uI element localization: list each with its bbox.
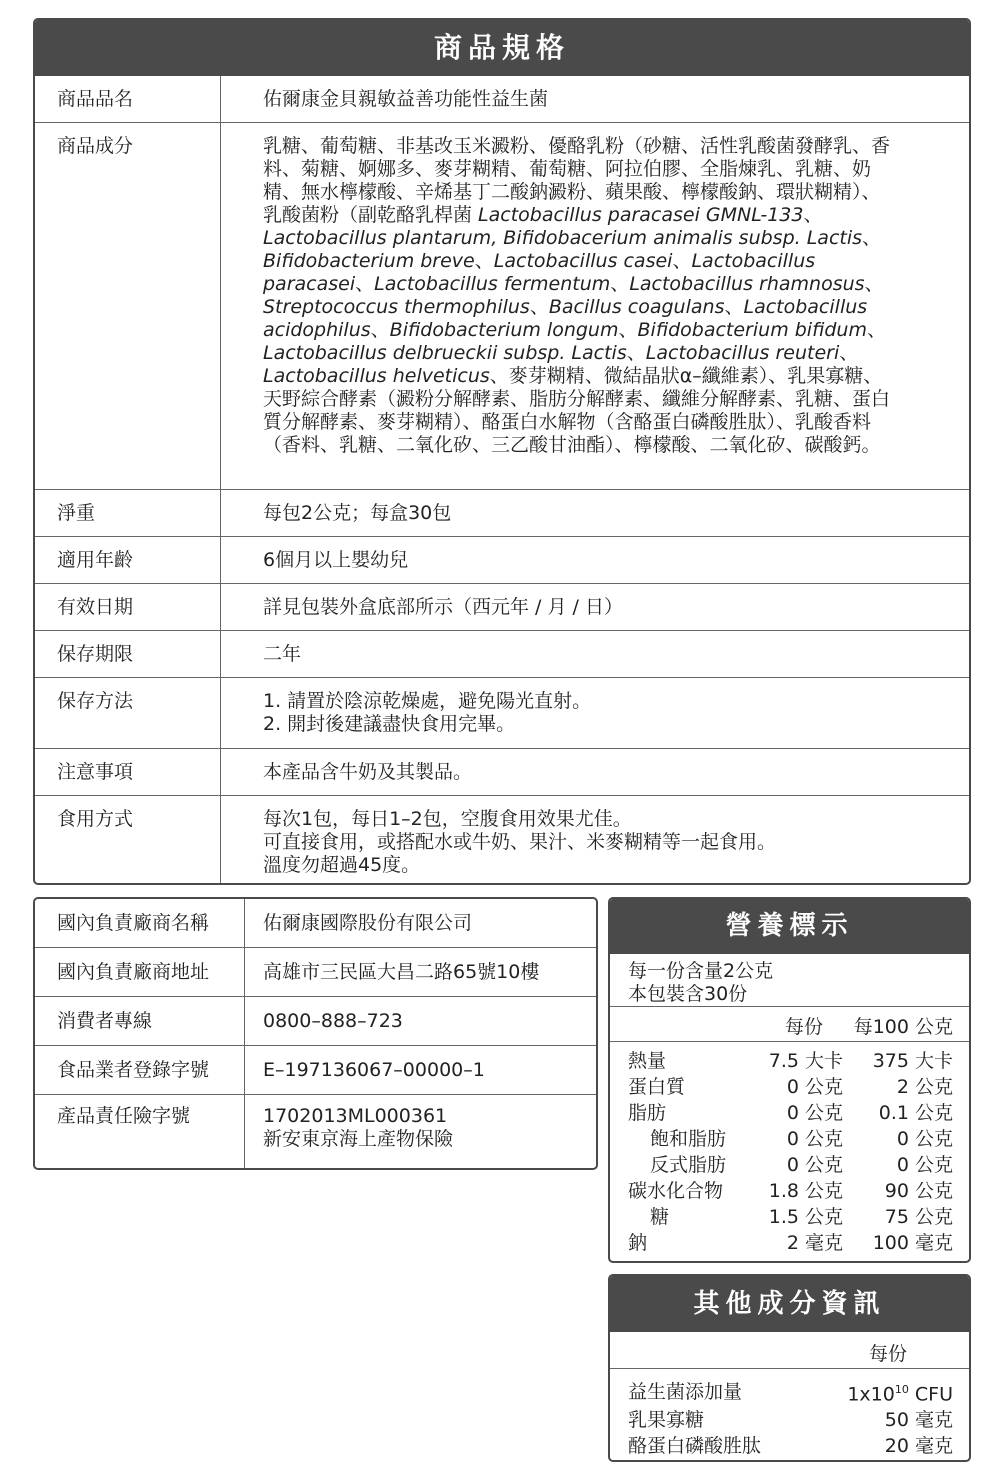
spec-label: 商品品名	[35, 76, 221, 122]
nutrient-per-serving: 0 公克	[786, 1128, 843, 1150]
ingredient-text: 、	[355, 273, 375, 295]
nutrient-per-100g: 75 公克	[884, 1206, 953, 1228]
col-per-serving: 每份	[784, 1016, 823, 1038]
ingredient-text: 乳糖、葡萄糖、非基改玉米澱粉、優酪乳粉（砂糖、活性乳酸菌發酵乳、香料、菊糖、婀娜多、麥芽糊精、葡萄糖、阿拉伯膠、全脂煉乳、乳糖、奶精、無水檸檬酸、辛烯基丁二酸鈉澱粉、蘋果酸、檸檬酸鈉、環狀糊精）、乳酸菌粉（副乾酪乳桿菌	[263, 135, 891, 226]
company-row	[35, 899, 596, 947]
ingredient-latin-name: Lactobacillus delbrueckii subsp. Lactis	[263, 342, 627, 364]
company-value: 高雄市三民區大昌二路65號10樓	[263, 960, 540, 983]
other-columns	[610, 1332, 969, 1369]
nutrient-per-serving: 0 公克	[786, 1076, 843, 1098]
nutrient-per-serving: 1.5 公克	[768, 1206, 843, 1228]
ingredient-latin-name: Bacillus coagulans	[548, 296, 725, 318]
ingredient-text: 、麥芽糊精、微結晶狀α–纖維素）、乳果寡糖、天野綜合酵素（澱粉分解酵素、脂肪分解酵素、纖維分解酵素、乳糖、蛋白質分解酵素、麥芽糊精）、酪蛋白水解物（含酪蛋白磷酸胜肽）、乳酸香料（香料、乳糖、二氧化矽、三乙酸甘油酯）、檸檬酸、二氧化矽、碳酸鈣。	[263, 365, 891, 456]
usage-line: 溫度勿超過45度。	[263, 854, 421, 876]
ingredient-text: 、	[724, 296, 744, 318]
spec-label: 注意事項	[35, 749, 221, 795]
nutrient-per-serving: 1.8 公克	[768, 1180, 843, 1202]
company-label: 產品責任險字號	[35, 1095, 245, 1170]
nutrient-name: 糖	[650, 1206, 670, 1228]
spec-label: 保存期限	[35, 631, 221, 677]
nutrient-per-serving: 2 毫克	[786, 1232, 843, 1254]
ingredient-text: 、	[672, 250, 692, 272]
nutrition-row	[628, 1126, 953, 1152]
ingredient-latin-name: Lactobacillus plantarum, Bifidobacerium animalis subsp. Lactis	[263, 227, 863, 249]
ingredient-text: 、	[866, 319, 886, 341]
company-label: 國內負責廠商名稱	[35, 899, 245, 947]
ingredient-text: 、	[862, 227, 882, 249]
spec-value	[221, 678, 969, 748]
nutrition-row	[628, 1100, 953, 1126]
ingredient-text: 、	[618, 319, 638, 341]
spec-row-expiry	[35, 583, 969, 630]
storage-line: 1. 請置於陰涼乾燥處，避免陽光直射。	[263, 690, 592, 712]
nutrition-body	[610, 1042, 969, 1256]
usage-line: 每次1包，每日1–2包，空腹食用效果尤佳。	[263, 808, 632, 830]
servings-per-pack: 本包裝含30份	[628, 983, 748, 1005]
ingredient-latin-name: Lactobacillus reuteri	[645, 342, 840, 364]
nutrient-name: 反式脂肪	[650, 1154, 727, 1176]
ingredient-latin-name: Lactobacillus rhamnosus	[629, 273, 865, 295]
company-row	[35, 1094, 596, 1170]
serving-info	[610, 954, 969, 1006]
nutrient-name: 鈉	[628, 1232, 648, 1254]
nutrient-per-100g: 2 公克	[896, 1076, 953, 1098]
spec-value: 本產品含牛奶及其製品。	[263, 760, 473, 783]
ingredient-latin-name: Streptococcus thermophilus	[263, 296, 530, 318]
ingredient-latin-name: Lactobacillus fermentum	[374, 273, 611, 295]
spec-label: 商品成分	[35, 123, 221, 489]
nutrition-row	[628, 1204, 953, 1230]
storage-line: 2. 開封後建議盡快食用完畢。	[263, 713, 516, 735]
nutrient-per-serving: 0 公克	[786, 1102, 843, 1124]
other-value: 50 毫克	[884, 1409, 953, 1432]
nutrient-per-100g: 0 公克	[896, 1154, 953, 1176]
company-label: 食品業者登錄字號	[35, 1046, 245, 1094]
ingredient-text: 、	[803, 204, 823, 226]
company-value	[245, 1095, 596, 1170]
spec-value: 每包2公克；每盒30包	[263, 501, 452, 524]
spec-row-usage	[35, 795, 969, 885]
other-name: 益生菌添加量	[628, 1381, 743, 1404]
col-per-serving: 每份	[868, 1343, 907, 1365]
nutrient-per-serving: 7.5 大卡	[768, 1050, 843, 1072]
spec-row-weight	[35, 489, 969, 536]
nutrition-row	[628, 1152, 953, 1178]
other-value-base: 1x10	[847, 1383, 895, 1406]
spec-label: 保存方法	[35, 678, 221, 748]
other-row	[628, 1407, 953, 1433]
spec-row-storage	[35, 677, 969, 748]
nutrition-row	[628, 1048, 953, 1074]
company-value: 0800–888–723	[263, 1009, 403, 1032]
nutrition-row	[628, 1230, 953, 1256]
nutrition-title: 營養標示	[610, 899, 969, 954]
ingredient-latin-name: Lactobacillus helveticus	[263, 365, 490, 387]
company-label: 國內負責廠商地址	[35, 948, 245, 996]
spec-value: 詳見包裝外盒底部所示（西元年 / 月 / 日）	[263, 595, 623, 618]
ingredient-latin-name: Lactobacillus acidophilus	[263, 296, 868, 341]
ingredient-latin-name: Lactobacillus casei	[493, 250, 673, 272]
ingredient-latin-name: Bifidobacterium bifidum	[637, 319, 867, 341]
insurance-company: 新安東京海上產物保險	[263, 1128, 454, 1150]
spec-row-name	[35, 76, 969, 122]
spec-value: 6個月以上嬰幼兒	[263, 548, 409, 571]
ingredient-text: 、	[474, 250, 494, 272]
col-per-100g: 每100 公克	[853, 1016, 953, 1038]
spec-table	[33, 18, 971, 885]
spec-value: 佑爾康金貝親敏益善功能性益生菌	[263, 87, 549, 110]
insurance-number: 1702013ML000361	[263, 1105, 448, 1127]
company-value: 佑爾康國際股份有限公司	[263, 911, 473, 934]
other-body	[610, 1369, 969, 1459]
ingredient-text: 、	[370, 319, 390, 341]
other-name: 乳果寡糖	[628, 1409, 705, 1432]
nutrient-per-100g: 0 公克	[896, 1128, 953, 1150]
company-label: 消費者專線	[35, 997, 245, 1045]
company-row	[35, 947, 596, 996]
nutrient-per-100g: 90 公克	[884, 1180, 953, 1202]
nutrition-row	[628, 1178, 953, 1204]
spec-label: 有效日期	[35, 584, 221, 630]
other-value-unit: CFU	[908, 1383, 953, 1406]
other-name: 酪蛋白磷酸胜肽	[628, 1435, 762, 1458]
spec-value	[221, 796, 969, 885]
serving-size: 每一份含量2公克	[628, 960, 774, 982]
ingredient-text: 、	[626, 342, 646, 364]
spec-row-notice	[35, 748, 969, 795]
nutrient-name: 熱量	[628, 1050, 667, 1072]
company-row	[35, 1045, 596, 1094]
nutrient-per-serving: 0 公克	[786, 1154, 843, 1176]
spec-row-age	[35, 536, 969, 583]
nutrition-row	[628, 1074, 953, 1100]
ingredient-latin-name: Lactobacillus paracasei GMNL-133	[478, 204, 804, 226]
ingredient-latin-name: Bifidobacterium longum	[389, 319, 619, 341]
nutrition-rows	[628, 1048, 953, 1256]
ingredient-text: 、	[610, 273, 630, 295]
spec-label: 食用方式	[35, 796, 221, 885]
nutrient-name: 蛋白質	[628, 1076, 686, 1098]
ingredient-text: 、	[529, 296, 549, 318]
company-table	[33, 897, 598, 1170]
nutrient-name: 脂肪	[628, 1102, 667, 1124]
company-row	[35, 996, 596, 1045]
other-row	[628, 1433, 953, 1459]
nutrition-table	[608, 897, 971, 1263]
nutrient-per-100g: 375 大卡	[872, 1050, 953, 1072]
spec-label: 淨重	[35, 490, 221, 536]
ingredient-latin-name: Lactobacillus paracasei	[263, 250, 816, 295]
other-table	[608, 1274, 971, 1462]
other-rows	[628, 1377, 953, 1459]
nutrition-columns	[610, 1006, 969, 1042]
spec-label: 適用年齡	[35, 537, 221, 583]
spec-row-ingredients	[35, 122, 969, 489]
other-row	[628, 1377, 953, 1407]
other-value	[809, 1377, 953, 1407]
spec-row-shelf-life	[35, 630, 969, 677]
nutrient-name: 碳水化合物	[628, 1180, 724, 1202]
spec-title: 商品規格	[35, 20, 969, 76]
spec-value: 二年	[263, 642, 302, 665]
usage-line: 可直接食用，或搭配水或牛奶、果汁、米麥糊精等一起食用。	[263, 831, 777, 853]
other-value: 20 毫克	[884, 1435, 953, 1458]
ingredient-latin-name: Bifidobacterium breve	[263, 250, 475, 272]
nutrient-name: 飽和脂肪	[650, 1128, 727, 1150]
nutrient-per-100g: 0.1 公克	[878, 1102, 953, 1124]
ingredient-text: 、	[839, 342, 859, 364]
ingredients-text	[221, 123, 969, 489]
other-title: 其他成分資訊	[610, 1276, 969, 1332]
ingredient-text: 、	[864, 273, 884, 295]
company-value: E–197136067–00000–1	[263, 1058, 485, 1081]
nutrient-per-100g: 100 毫克	[872, 1232, 953, 1254]
other-value-exp: 10	[894, 1383, 909, 1396]
